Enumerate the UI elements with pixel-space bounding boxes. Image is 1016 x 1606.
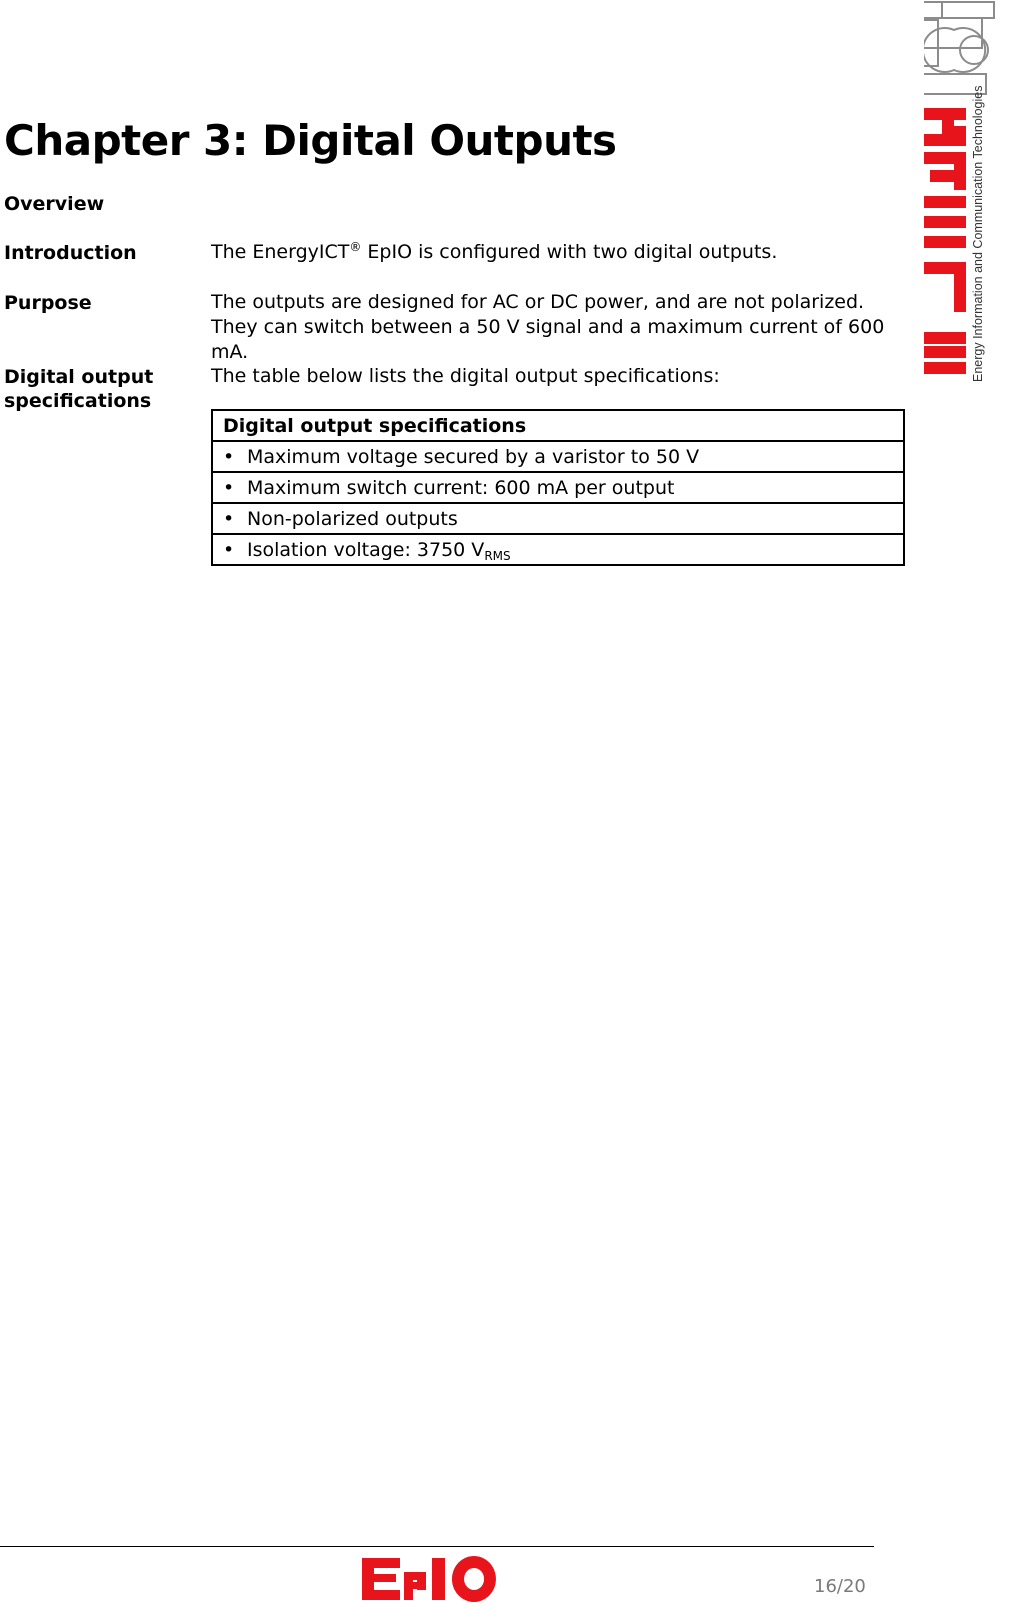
introduction-text xyxy=(211,240,911,265)
table-header-row xyxy=(212,410,904,441)
introduction-text-after: EpIO is configured with two digital outputs. xyxy=(361,241,778,263)
registered-mark: ® xyxy=(349,240,362,254)
purpose-label: Purpose xyxy=(4,292,92,314)
spec-max-voltage: Maximum voltage secured by a varistor to 50 V xyxy=(247,445,700,468)
spec-non-polarized: Non-polarized outputs xyxy=(247,507,458,530)
svg-text:Energy Information and Communi: Energy Information and Communication Technologies xyxy=(971,85,985,382)
page-number: 16/20 xyxy=(814,1576,866,1597)
table-row xyxy=(212,534,904,565)
epio-logo xyxy=(362,1552,498,1602)
table-row xyxy=(212,472,904,503)
table-row xyxy=(212,441,904,472)
chapter-title: Chapter 3: Digital Outputs xyxy=(4,116,617,165)
table-header: Digital output specifications xyxy=(212,410,904,441)
introduction-text-before: The EnergyICT xyxy=(211,241,350,263)
footer-divider xyxy=(0,1546,874,1547)
specs-label xyxy=(4,365,153,413)
rms-subscript: RMS xyxy=(484,548,511,563)
specs-label-line2: specifications xyxy=(4,390,152,412)
specs-intro-text: The table below lists the digital output specifications: xyxy=(211,365,720,387)
bullet: • xyxy=(223,476,235,499)
introduction-label: Introduction xyxy=(4,242,137,264)
spec-max-current: Maximum switch current: 600 mA per output xyxy=(247,476,675,499)
bullet: • xyxy=(223,538,235,561)
table-row xyxy=(212,503,904,534)
digital-output-spec-table xyxy=(211,409,905,566)
purpose-text: The outputs are designed for AC or DC power, and are not polarized. They can switch between a 50 V signal and a maximum current of 600 mA. xyxy=(211,291,885,363)
specs-label-line1: Digital output xyxy=(4,366,154,388)
bullet: • xyxy=(223,445,235,468)
bullet: • xyxy=(223,507,235,530)
overview-label: Overview xyxy=(4,193,105,215)
energy-ict-logo xyxy=(924,0,1016,400)
spec-isolation-voltage: Isolation voltage: 3750 V xyxy=(247,538,485,561)
